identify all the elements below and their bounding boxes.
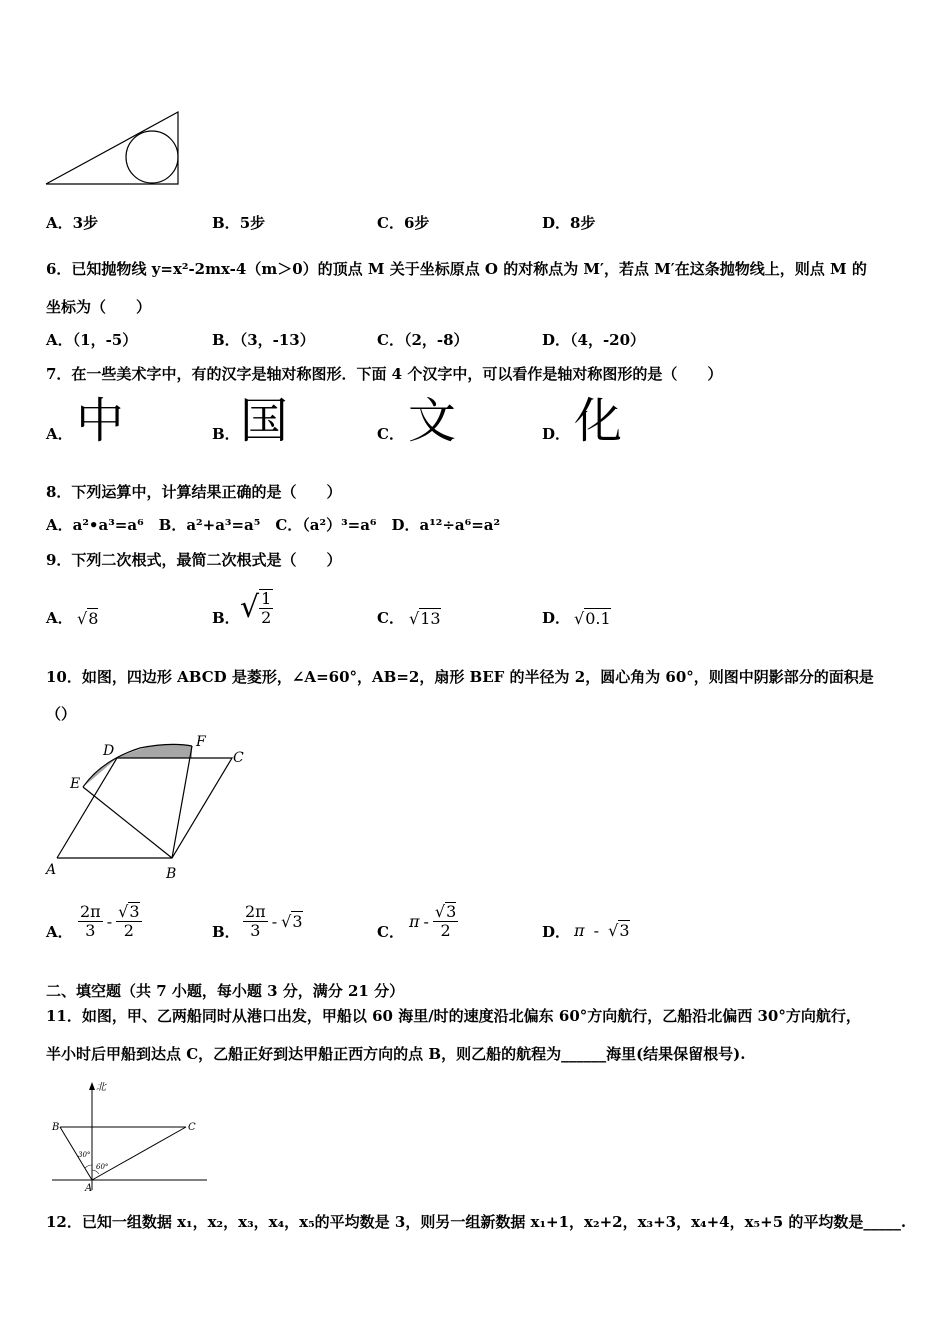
q5-triangle-figure <box>40 108 190 190</box>
q9-option-a-expr: √8 <box>77 609 99 628</box>
q9-stem: 9．下列二次根式，最简二次根式是（ ） <box>46 551 342 569</box>
q10-label-f: F <box>196 734 206 750</box>
q6-option-b[interactable]: B．（3，-13） <box>212 331 315 349</box>
q10-option-c-label[interactable]: C． <box>377 923 404 941</box>
q10-option-a-expr: $\frac{2\pi}{3}$ - $\frac{√3}{2}$ <box>80 901 140 940</box>
q10-label-d: D <box>103 743 115 759</box>
q10-option-d-label[interactable]: D． <box>542 923 571 941</box>
q6-option-a[interactable]: A．（1，-5） <box>46 331 138 349</box>
q8-stem: 8．下列运算中，计算结果正确的是（ ） <box>46 483 342 501</box>
q11-north-label: 北 <box>96 1082 106 1093</box>
q11-angle-60: 60° <box>96 1163 109 1171</box>
q6-option-d[interactable]: D．（4，-20） <box>542 331 646 349</box>
q10-option-c-expr: π - $\frac{√3}{2}$ <box>409 902 457 940</box>
q10-label-b: B <box>166 866 177 882</box>
q7-option-b-label[interactable]: B． <box>212 425 240 443</box>
q10-stem-line2: （） <box>46 705 77 723</box>
q5-option-c[interactable]: C．6步 <box>377 214 430 232</box>
q6-stem-line1: 6．已知抛物线 y=x²-2mx-4（m＞0）的顶点 M 关于坐标原点 O 的对称点为 M′，若点 M′在这条抛物线上，则点 M 的 <box>46 260 867 278</box>
q11-stem-line1: 11．如图，甲、乙两船同时从港口出发，甲船以 60 海里/时的速度沿北偏东 60°方向航行，乙船沿北偏西 30°方向航行， <box>46 1007 861 1025</box>
q10-shaded-region <box>83 745 192 788</box>
q10-option-b-label[interactable]: B． <box>212 923 240 941</box>
q10-option-b-expr: $\frac{2\pi}{3}$ - √3 <box>245 901 303 940</box>
q9-option-d-label[interactable]: D． <box>542 609 571 627</box>
q7-option-a-label[interactable]: A． <box>46 425 73 443</box>
q11-label-c: C <box>188 1122 196 1133</box>
q9-option-a-label[interactable]: A． <box>46 609 73 627</box>
q6-stem-line2: 坐标为（ ） <box>46 298 152 316</box>
q7-char-guo: 国 <box>240 393 289 449</box>
q11-label-b: B <box>52 1122 60 1133</box>
q7-char-zhong: 中 <box>76 393 125 449</box>
q10-option-d-expr: π - √3 <box>574 921 630 940</box>
q5-option-a[interactable]: A．3步 <box>46 214 99 232</box>
q7-char-wen: 文 <box>408 393 457 449</box>
q7-option-d-label[interactable]: D． <box>542 425 571 443</box>
q11-label-a: A <box>85 1183 93 1194</box>
q9-option-b-expr: √ $\frac{1}{2}$ <box>240 589 272 627</box>
q9-option-c-label[interactable]: C． <box>377 609 404 627</box>
section2-heading: 二、填空题（共 7 小题，每小题 3 分，满分 21 分） <box>46 982 405 1000</box>
q8-options[interactable]: A．a²•a³=a⁶ B．a²+a³=a⁵ C．（a²）³=a⁶ D．a¹²÷a⁶=a² <box>46 516 501 534</box>
q7-option-c-label[interactable]: C． <box>377 425 404 443</box>
q11-angle-30: 30° <box>78 1151 91 1159</box>
q9-option-b-label[interactable]: B． <box>212 609 240 627</box>
q12-stem: 12．已知一组数据 x₁，x₂，x₃，x₄，x₅的平均数是 3，则另一组新数据 x₁+1，x₂+2，x₃+3，x₄+4，x₅+5 的平均数是_____. <box>46 1213 907 1231</box>
q10-label-e: E <box>70 776 81 792</box>
q5-option-b[interactable]: B．5步 <box>212 214 266 232</box>
q9-option-d-expr: √0.1 <box>574 609 611 628</box>
q10-rhombus-figure <box>40 732 260 884</box>
q10-stem-line1: 10．如图，四边形 ABCD 是菱形，∠A=60°，AB=2，扇形 BEF 的半径为 2，圆心角为 60°，则图中阴影部分的面积是 <box>46 668 874 686</box>
q7-stem: 7．在一些美术字中，有的汉字是轴对称图形．下面 4 个汉字中，可以看作是轴对称图形的是（ ） <box>46 365 723 383</box>
q11-ships-figure <box>44 1078 214 1196</box>
q10-option-a-label[interactable]: A． <box>46 923 73 941</box>
q6-option-c[interactable]: C．（2，-8） <box>377 331 469 349</box>
q5-option-d[interactable]: D．8步 <box>542 214 596 232</box>
q10-label-c: C <box>233 750 244 766</box>
q7-char-hua: 化 <box>574 393 623 449</box>
q10-label-a: A <box>46 862 57 878</box>
q9-option-c-expr: √13 <box>409 609 441 628</box>
q11-stem-line2: 半小时后甲船到达点 C，乙船正好到达甲船正西方向的点 B，则乙船的航程为______海里(结果保留根号). <box>46 1045 746 1063</box>
